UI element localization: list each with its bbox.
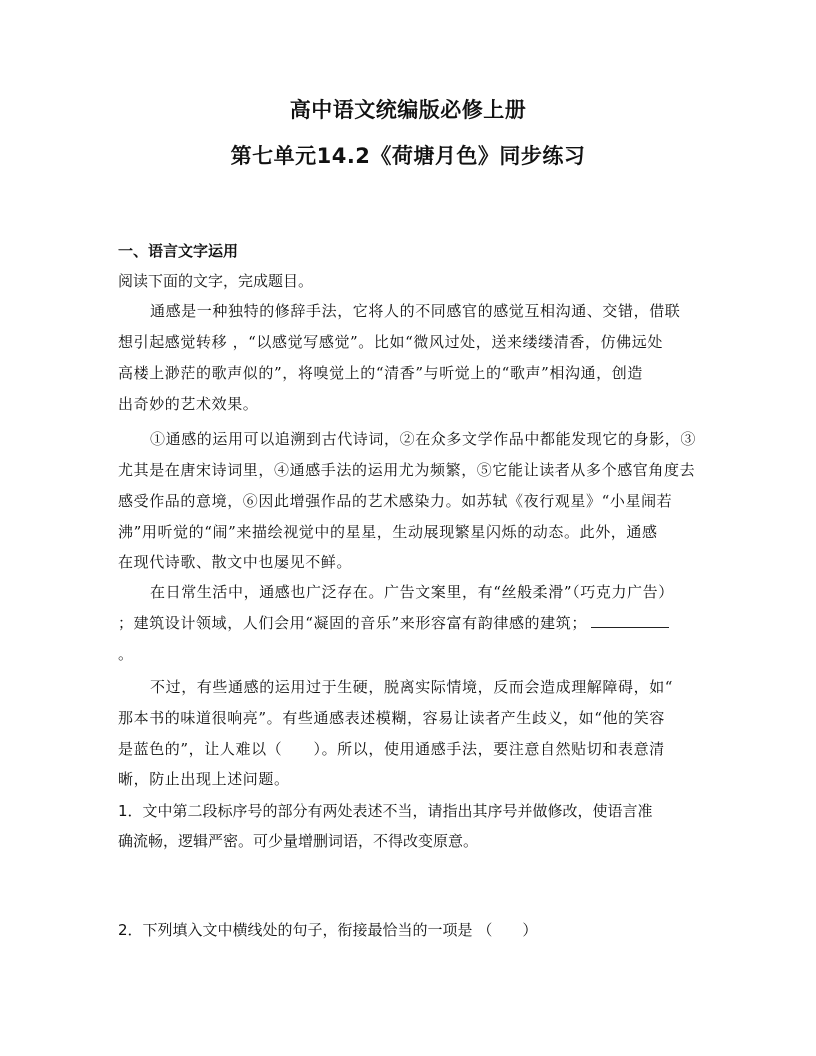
passage-p2-line: 感受作品的意境，⑥因此增强作品的艺术感染力。如苏轼《夜行观星》“小星闹若: [118, 492, 673, 510]
passage-p4-line: 那本书的味道很响亮”。有些通感表述模糊，容易让读者产生歧义，如“他的笑容: [118, 709, 665, 727]
passage-p3-line: 在日常生活中，通感也广泛存在。广告文案里，有“丝般柔滑”（巧克力广告）: [150, 583, 674, 601]
passage-p1-line: 出奇妙的艺术效果。: [118, 395, 259, 413]
passage-p1-line: 通感是一种独特的修辞手法，它将人的不同感官的感觉互相沟通、交错，借联: [150, 302, 681, 320]
passage-p4-line: 晰，防止出现上述问题。: [118, 770, 290, 788]
section-instruction: 阅读下面的文字，完成题目。: [118, 272, 314, 290]
passage-p4-line: 是蓝色的”，让人难以（ ）。所以，使用通感手法，要注意自然贴切和表意清: [118, 740, 665, 758]
document-subtitle: 第七单元14.2《荷塘月色》同步练习: [230, 144, 586, 168]
passage-p1-line: 想引起感觉转移 ，“以感觉写感觉”。比如“微风过处，送来缕缕清香，仿佛远处: [118, 333, 663, 351]
passage-p4-line: 不过，有些通感的运用过于生硬，脱离实际情境，反而会造成理解障碍，如“: [150, 678, 674, 696]
passage-p2-line: 沸”用听觉的“闹”来描绘视觉中的星星，生动展现繁星闪烁的动态。此外，通感: [118, 523, 658, 541]
question-2: 2．下列填入文中横线处的句子，衔接最恰当的一项是 （ ）: [118, 921, 538, 939]
document-title: 高中语文统编版必修上册: [289, 98, 527, 122]
passage-p2-line: ①通感的运用可以追溯到古代诗词，②在众多文学作品中都能发现它的身影，③: [150, 430, 697, 448]
fill-in-blank-line: [591, 615, 669, 628]
passage-p3-line: 。: [118, 645, 134, 663]
question-1-line: 1．文中第二段标序号的部分有两处表述不当，请指出其序号并做修改，使语言准: [118, 802, 653, 820]
passage-p2-line: 在现代诗歌、散文中也屡见不鲜。: [118, 553, 353, 571]
question-1-line: 确流畅，逻辑严密。可少量增删词语，不得改变原意。: [118, 832, 479, 850]
passage-p3-line-with-blank: [118, 612, 669, 633]
section-heading: 一、语言文字运用: [118, 242, 239, 260]
passage-p3-text: ；建筑设计领域，人们会用“凝固的音乐”来形容富有韵律感的建筑；: [118, 614, 587, 632]
passage-p2-line: 尤其是在唐宋诗词里，④通感手法的运用尤为频繁，⑤它能让读者从多个感官角度去: [118, 461, 696, 479]
passage-p1-line: 高楼上渺茫的歌声似的”，将嗅觉上的“清香”与听觉上的“歌声”相沟通，创造: [118, 364, 643, 382]
